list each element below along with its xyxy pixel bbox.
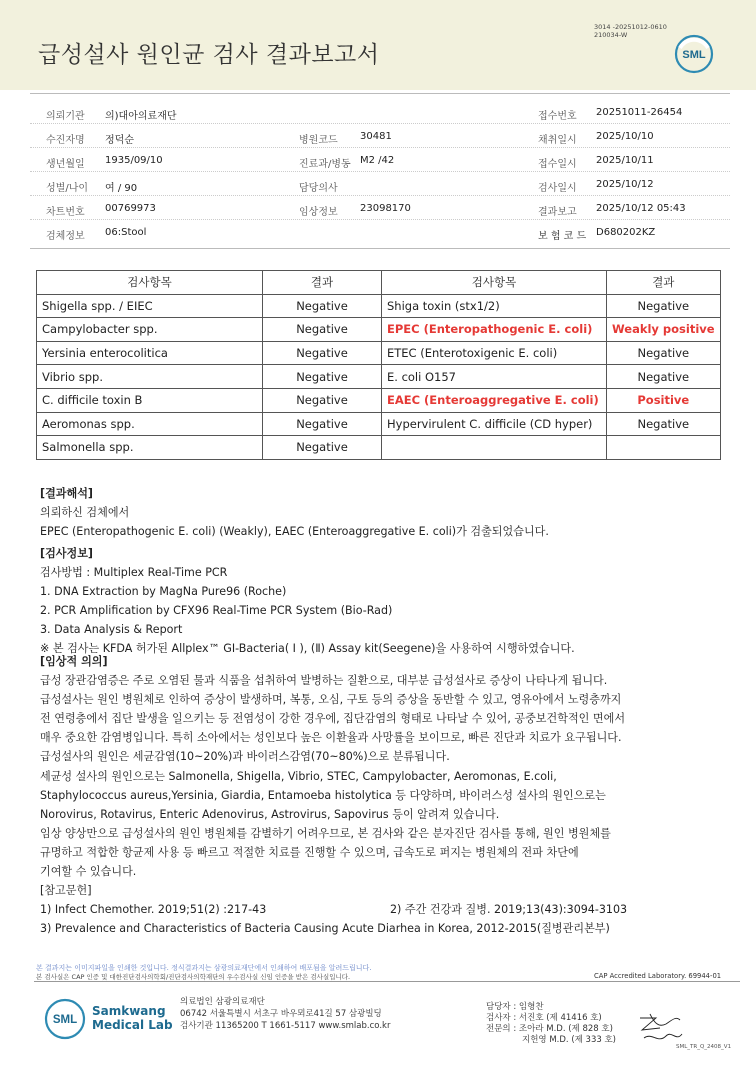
clinical-line: 전 연령층에서 집단 발생을 일으키는 등 전염성이 강한 경우에, 집단감염의 형태로 나타날 수 있어, 공중보건학적인 면에서 bbox=[40, 712, 626, 726]
label-specimen-info: 검체정보 bbox=[46, 231, 85, 242]
clinical-heading: [임상적 의의] bbox=[40, 655, 108, 668]
interpretation-heading: [결과해석] bbox=[40, 487, 94, 500]
test-result bbox=[607, 436, 721, 460]
clinical-line: 매우 중요한 감염병입니다. 특히 소아에서는 성인보다 높은 이환율과 사망률을 보이므로, 빠른 진단과 치료가 요구됩니다. bbox=[40, 731, 622, 745]
lab-brand-line-2: Medical Lab bbox=[92, 1018, 173, 1032]
value-report-date: 2025/10/12 05:43 bbox=[596, 203, 686, 214]
lab-address-line: 06742 서울특별시 서초구 바우뫼로41길 57 삼광빌딩 bbox=[180, 1009, 382, 1019]
reference-line bbox=[40, 900, 628, 919]
accreditation-notice: 본 검사실은 CAP 인증 및 대한진단검사의학회/진단검사의학재단의 우수검사실 신임 인증을 받은 검사실입니다. bbox=[36, 973, 351, 981]
value-hospital-code: 30481 bbox=[360, 131, 392, 142]
test-info-line: 3. Data Analysis & Report bbox=[40, 623, 183, 637]
test-result: Negative bbox=[263, 436, 382, 460]
document-code bbox=[594, 23, 667, 39]
signatories bbox=[486, 1002, 616, 1046]
clinical-line: 급성설사는 원인 병원체로 인하여 증상이 발생하며, 복통, 오심, 구토 등의 증상을 동반할 수 있고, 영유아에서 노령층까지 bbox=[40, 693, 622, 707]
test-info-line: 검사방법 : Multiplex Real-Time PCR bbox=[40, 566, 228, 580]
signatory-line: 검사자 : 서진호 (제 41416 호) bbox=[486, 1013, 602, 1023]
report-header bbox=[0, 0, 756, 90]
clinical-line: 세균성 설사의 원인으로는 Salmonella, Shigella, Vibrio, STEC, Campylobacter, Aeromonas, E.coli, bbox=[40, 769, 557, 783]
test-result: Negative bbox=[263, 318, 382, 342]
document-code-line-1: 3014 -20251012-0610 bbox=[594, 23, 667, 31]
test-item: Salmonella spp. bbox=[37, 436, 263, 460]
test-item bbox=[382, 436, 607, 460]
info-row-1 bbox=[30, 100, 730, 124]
table-row bbox=[37, 318, 721, 342]
reference-2: 2) 주간 건강과 질병. 2019;13(43):3094-3103 bbox=[390, 903, 628, 917]
test-item-positive: EAEC (Enteroaggregative E. coli) bbox=[382, 388, 607, 412]
clinical-line: Norovirus, Rotavirus, Enteric Adenovirus, Astrovirus, Sapovirus 등이 알려져 있습니다. bbox=[40, 807, 500, 821]
label-insurance-code: 보 험 코 드 bbox=[538, 231, 587, 242]
interpretation-line: 의뢰하신 검체에서 bbox=[40, 506, 130, 520]
test-result-positive: Positive bbox=[607, 388, 721, 412]
test-item: Shigella spp. / EIEC bbox=[37, 294, 263, 318]
form-code: SML_TR_Q_2408_V1 bbox=[676, 1044, 732, 1050]
table-row bbox=[37, 388, 721, 412]
lab-address bbox=[180, 996, 390, 1032]
label-attending-doctor: 담당의사 bbox=[299, 183, 338, 194]
value-department-ward: M2 /42 bbox=[360, 155, 395, 166]
test-info-section bbox=[40, 544, 575, 659]
test-result: Negative bbox=[607, 365, 721, 389]
info-top-rule bbox=[30, 93, 730, 94]
results-header-row bbox=[37, 271, 721, 295]
header-result-left: 결과 bbox=[263, 271, 382, 295]
value-collection-date: 2025/10/10 bbox=[596, 131, 654, 142]
cap-accreditation-number: CAP Accredited Laboratory. 69944-01 bbox=[594, 972, 722, 980]
label-birth-date: 생년월일 bbox=[46, 159, 85, 170]
sml-footer-logo-icon bbox=[44, 998, 86, 1040]
document-code-line-2: 210034-W bbox=[594, 31, 628, 39]
info-row-2 bbox=[30, 124, 730, 148]
test-item: Aeromonas spp. bbox=[37, 412, 263, 436]
table-row bbox=[37, 341, 721, 365]
test-item: Hypervirulent C. difficile (CD hyper) bbox=[382, 412, 607, 436]
lab-brand-line-1: Samkwang bbox=[92, 1004, 166, 1018]
clinical-line: 임상 양상만으로 급성설사의 원인 병원체를 감별하기 어려우므로, 본 검사와 같은 분자진단 검사를 통해, 원인 병원체를 bbox=[40, 826, 611, 840]
table-row bbox=[37, 294, 721, 318]
interpretation-section bbox=[40, 484, 549, 541]
test-item: Vibrio spp. bbox=[37, 365, 263, 389]
value-birth-date: 1935/09/10 bbox=[105, 155, 163, 166]
references-heading: [참고문헌] bbox=[40, 884, 92, 898]
value-specimen-info: 06:Stool bbox=[105, 227, 147, 238]
info-bottom-rule bbox=[30, 248, 730, 249]
signatory-line: 지헌영 M.D. (제 333 호) bbox=[522, 1035, 617, 1045]
footer-rule bbox=[34, 981, 740, 982]
test-item: E. coli O157 bbox=[382, 365, 607, 389]
value-insurance-code: D680202KZ bbox=[596, 227, 656, 238]
test-result: Negative bbox=[263, 412, 382, 436]
table-row bbox=[37, 412, 721, 436]
label-department-ward: 진료과/병동 bbox=[299, 159, 351, 170]
info-row-4 bbox=[30, 172, 730, 196]
signatory-line: 담당자 : 임형찬 bbox=[486, 1002, 544, 1012]
test-info-line: ※ 본 검사는 KFDA 허가된 Allplex™ GI-Bacteria( I ), (Ⅱ) Assay kit(Seegene)을 사용하여 시행하였습니다. bbox=[40, 642, 575, 656]
label-chart-number: 차트번호 bbox=[46, 207, 85, 218]
header-test-item-left: 검사항목 bbox=[37, 271, 263, 295]
value-chart-number: 00769973 bbox=[105, 203, 156, 214]
test-info-line: 2. PCR Amplification by CFX96 Real-Time PCR System (Bio-Rad) bbox=[40, 604, 393, 618]
label-clinical-info: 임상정보 bbox=[299, 207, 338, 218]
label-hospital-code: 병원코드 bbox=[299, 135, 338, 146]
test-info-line: 1. DNA Extraction by MagNa Pure96 (Roche) bbox=[40, 585, 287, 599]
label-receipt-number: 접수번호 bbox=[538, 111, 577, 122]
info-row-6 bbox=[30, 220, 730, 244]
reference-3: 3) Prevalence and Characteristics of Bacteria Causing Acute Diarhea in Korea, 2012-2015(질병관리본부) bbox=[40, 922, 610, 936]
value-clinical-info: 23098170 bbox=[360, 203, 411, 214]
label-test-date: 검사일시 bbox=[538, 183, 577, 194]
svg-text:SML: SML bbox=[52, 1014, 78, 1026]
report-title: 급성설사 원인균 검사 결과보고서 bbox=[38, 42, 380, 68]
table-row bbox=[37, 365, 721, 389]
clinical-line: 급성설사의 원인은 세균감염(10~20%)과 바이러스감염(70~80%)으로 분류됩니다. bbox=[40, 750, 450, 764]
test-item: Yersinia enterocolitica bbox=[37, 341, 263, 365]
value-sex-age: 여 / 90 bbox=[105, 183, 138, 194]
clinical-line: 기여할 수 있습니다. bbox=[40, 865, 137, 879]
lab-address-line: 검사기관 11365200 T 1661-5117 www.smlab.co.kr bbox=[180, 1021, 391, 1031]
test-item: ETEC (Enterotoxigenic E. coli) bbox=[382, 341, 607, 365]
interpretation-line: EPEC (Enteropathogenic E. coli) (Weakly), EAEC (Enteroaggregative E. coli)가 검출되었습니다. bbox=[40, 525, 549, 539]
label-requesting-institution: 의뢰기관 bbox=[46, 111, 85, 122]
label-collection-date: 채취일시 bbox=[538, 135, 577, 146]
label-receipt-date: 접수일시 bbox=[538, 159, 577, 170]
value-patient-name: 정덕순 bbox=[105, 135, 134, 146]
value-receipt-number: 20251011-26454 bbox=[596, 107, 683, 118]
clinical-line: Staphylococcus aureus,Yersinia, Giardia, Entamoeba histolytica 등 다양하며, 바이러스성 설사의 원인으로는 bbox=[40, 788, 606, 802]
test-item-positive: EPEC (Enteropathogenic E. coli) bbox=[382, 318, 607, 342]
test-result: Negative bbox=[607, 341, 721, 365]
clinical-line: 급성 장관감염증은 주로 오염된 물과 식품을 섭취하여 발병하는 질환으로, 대부분 급성설사로 증상이 나타나게 됩니다. bbox=[40, 674, 608, 688]
label-patient-name: 수진자명 bbox=[46, 135, 85, 146]
sml-logo-icon bbox=[674, 34, 714, 74]
header-result-right: 결과 bbox=[607, 271, 721, 295]
label-report-date: 결과보고 bbox=[538, 207, 577, 218]
printout-notice: 본 결과지는 이미지파일을 인쇄한 것입니다. 정식결과지는 삼광의료재단에서 인쇄하여 배포됨을 알려드립니다. bbox=[36, 964, 372, 972]
test-result: Negative bbox=[263, 365, 382, 389]
handwritten-signature-icon bbox=[636, 1008, 686, 1048]
label-sex-age: 성별/나이 bbox=[46, 183, 89, 194]
value-receipt-date: 2025/10/11 bbox=[596, 155, 654, 166]
lab-brand-name bbox=[92, 1004, 173, 1032]
test-result: Negative bbox=[263, 341, 382, 365]
reference-1: 1) Infect Chemother. 2019;51(2) :217-43 bbox=[40, 903, 267, 917]
lab-address-line: 의료법인 삼광의료재단 bbox=[180, 997, 265, 1007]
info-row-3 bbox=[30, 148, 730, 172]
test-result: Negative bbox=[607, 294, 721, 318]
test-result: Negative bbox=[263, 294, 382, 318]
value-test-date: 2025/10/12 bbox=[596, 179, 654, 190]
svg-text:SML: SML bbox=[682, 49, 706, 61]
signatory-line: 전문의 : 조아라 M.D. (제 828 호) bbox=[486, 1024, 613, 1034]
test-result: Negative bbox=[607, 412, 721, 436]
test-result-positive: Weakly positive bbox=[607, 318, 721, 342]
info-row-5 bbox=[30, 196, 730, 220]
test-info-heading: [검사정보] bbox=[40, 547, 94, 560]
value-requesting-institution: 의)대아의료재단 bbox=[105, 111, 177, 122]
test-item: Campylobacter spp. bbox=[37, 318, 263, 342]
header-test-item-right: 검사항목 bbox=[382, 271, 607, 295]
test-result: Negative bbox=[263, 388, 382, 412]
clinical-section bbox=[40, 652, 628, 938]
test-item: C. difficile toxin B bbox=[37, 388, 263, 412]
results-table bbox=[36, 270, 721, 460]
table-row bbox=[37, 436, 721, 460]
test-item: Shiga toxin (stx1/2) bbox=[382, 294, 607, 318]
clinical-line: 규명하고 적합한 항균제 사용 등 빠르고 적절한 치료를 진행할 수 있으며, 급속도로 퍼지는 병원체의 전파 차단에 bbox=[40, 845, 579, 859]
